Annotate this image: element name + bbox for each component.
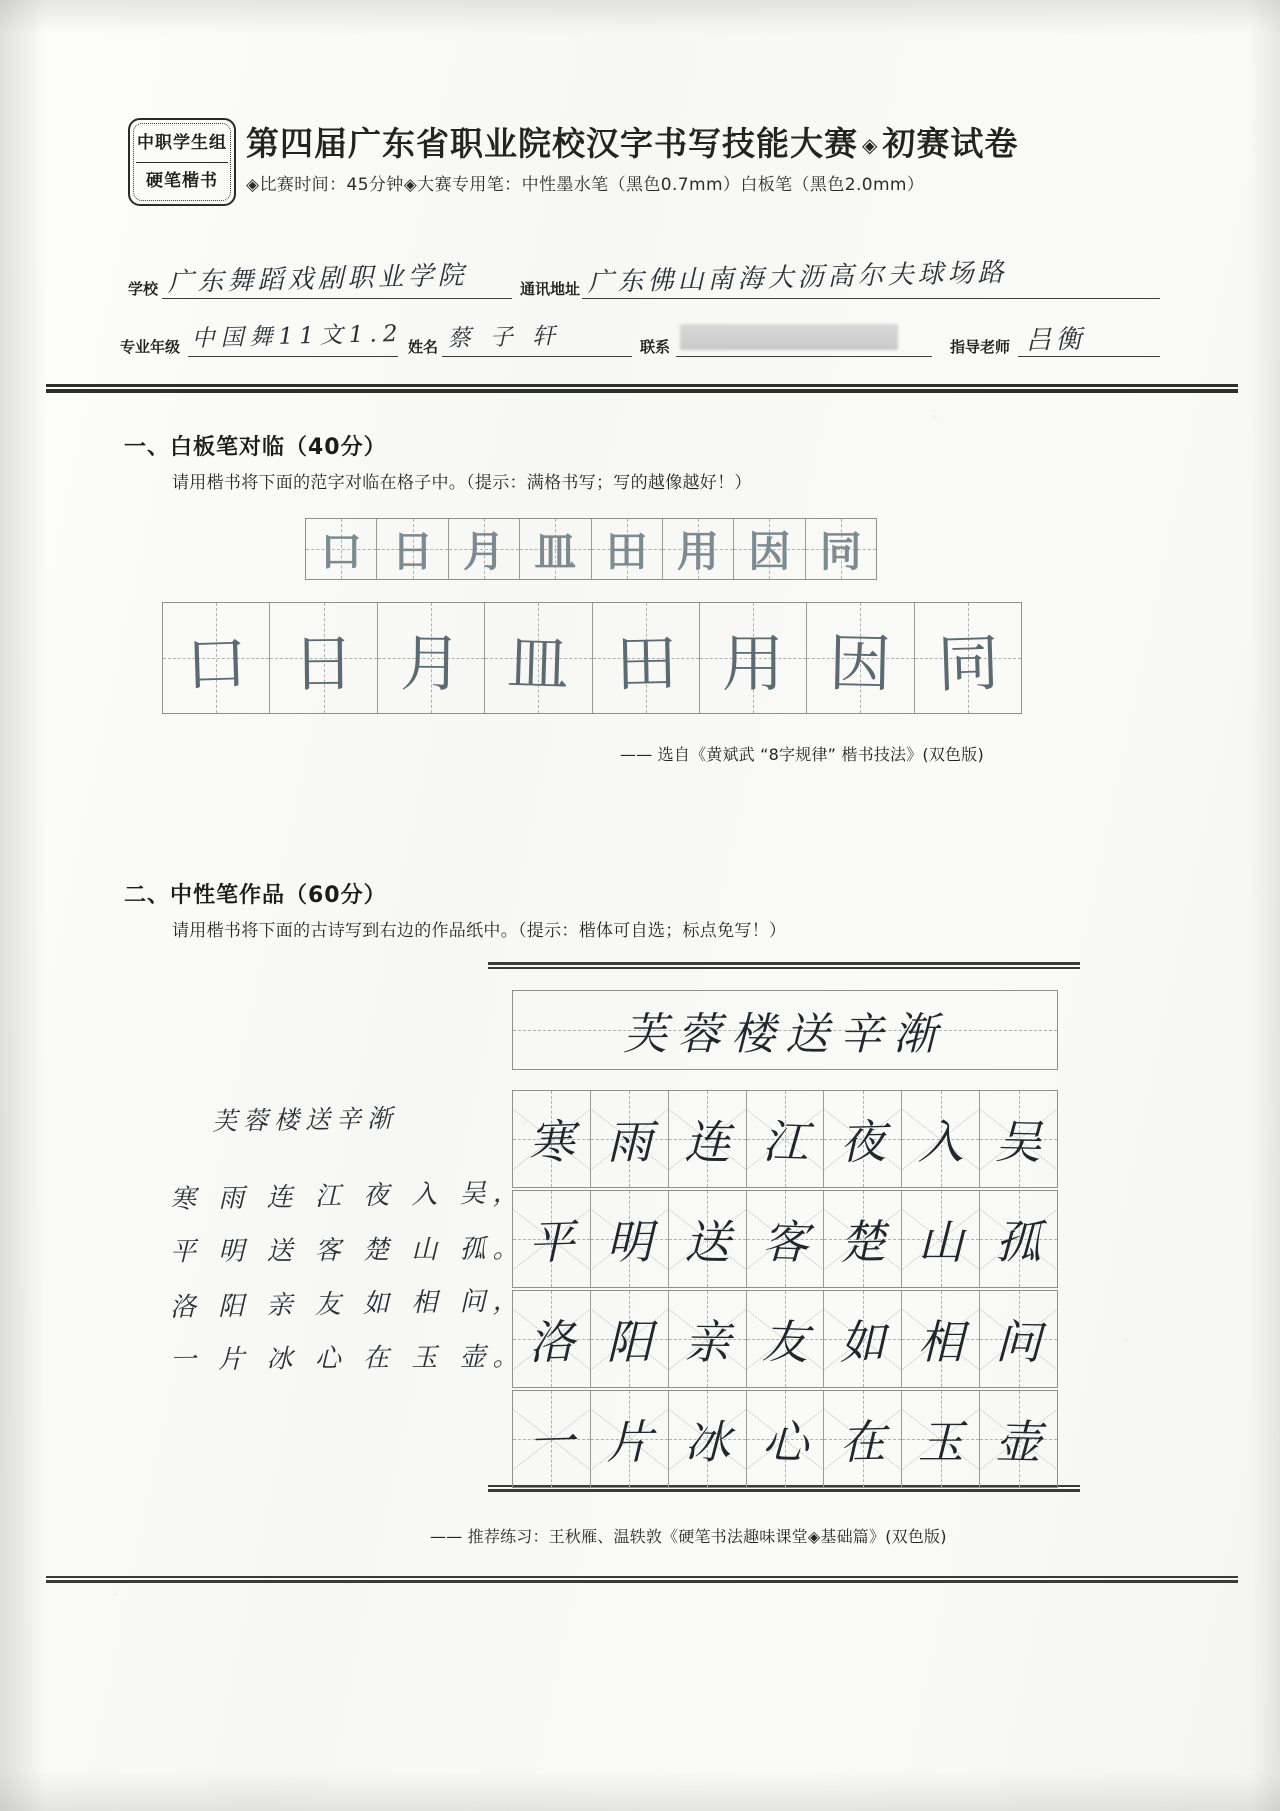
model-grid-cell [806, 519, 876, 579]
section-2-instruction: 请用楷书将下面的古诗写到右边的作品纸中。（提示：楷体可自选；标点免写！） [172, 921, 787, 941]
scan-top-shadow [0, 0, 1280, 34]
work-grid-cell[interactable] [980, 1291, 1057, 1387]
work-grid-cell[interactable] [747, 1291, 825, 1387]
model-grid-cell [734, 519, 805, 579]
cell-character: 口 [320, 527, 363, 576]
footer-rule-1 [46, 1576, 1238, 1578]
work-grid-cell[interactable] [980, 1091, 1057, 1187]
poem-reference-block [169, 1100, 526, 1386]
cell-character: 在 [839, 1414, 887, 1470]
cell-character: 夜 [839, 1114, 887, 1170]
student-grid-cell[interactable] [593, 603, 700, 713]
cell-character: 孤 [994, 1214, 1043, 1270]
model-grid-cell [520, 519, 591, 579]
work-frame-top-rule-2 [488, 967, 1080, 969]
work-grid-cell[interactable] [669, 1091, 747, 1187]
cell-character: 玉 [917, 1415, 964, 1469]
poem-line: 寒 雨 连 江 夜 入 吴， [169, 1178, 526, 1215]
student-grid-cell[interactable] [485, 603, 592, 713]
work-grid-cell[interactable] [824, 1391, 902, 1487]
section-1-attribution: —— 选自《黄斌武 “8字规律” 楷书技法》(双色版) [620, 745, 984, 764]
cell-character: 明 [606, 1214, 653, 1270]
work-grid-cell[interactable] [669, 1291, 747, 1387]
cell-character: 同 [935, 625, 1001, 701]
cell-character: 用 [722, 626, 785, 700]
candidate-info-form [120, 258, 1160, 368]
paper-header [120, 112, 1160, 222]
cell-character: 一 [527, 1414, 576, 1470]
title-diamond-icon: ◈ [862, 133, 879, 157]
cell-character: 相 [917, 1315, 964, 1369]
section-1-instruction: 请用楷书将下面的范字对临在格子中。（提示：满格书写；写的越像越好！） [172, 473, 752, 493]
major-field-line [188, 356, 398, 357]
student-grid-cell[interactable] [700, 603, 807, 713]
cell-character: 友 [761, 1314, 809, 1370]
student-grid-cell[interactable] [163, 603, 270, 713]
cell-character: 冰 [683, 1414, 731, 1470]
cell-character: 吴 [994, 1114, 1043, 1170]
work-grid-cell[interactable] [669, 1191, 747, 1287]
work-grid-row-4[interactable] [512, 1390, 1058, 1488]
student-grid-cell[interactable] [807, 603, 914, 713]
cell-character: 因 [748, 527, 791, 576]
cell-character: 片 [606, 1414, 653, 1470]
work-grid-cell[interactable] [669, 1391, 747, 1487]
cell-character: 同 [819, 527, 862, 576]
work-grid-cell[interactable] [513, 1291, 591, 1387]
cell-character: 月 [462, 527, 505, 576]
cell-character: 月 [399, 626, 463, 700]
header-divider [46, 384, 1238, 393]
work-grid-cell[interactable] [591, 1391, 669, 1487]
cell-character: 皿 [506, 625, 571, 701]
work-grid-cell[interactable] [513, 1091, 591, 1187]
address-field-line [582, 298, 1160, 299]
cell-character: 口 [184, 625, 249, 701]
exam-subtitle: ◈比赛时间：45分钟◈大赛专用笔：中性墨水笔（黑色0.7mm）白板笔（黑色2.0mm） [246, 175, 925, 195]
section-1-heading: 一、白板笔对临（40分） [124, 435, 387, 460]
student-grid-cell[interactable] [915, 603, 1021, 713]
badge-line-2: 硬笔楷书 [146, 171, 218, 191]
address-value[interactable]: 广东佛山南海大沥高尔夫球场路 [587, 257, 1008, 299]
work-frame-top-rule-1 [488, 962, 1080, 965]
major-value[interactable]: 中国舞11文1.2 [191, 320, 404, 353]
cell-character: 皿 [534, 527, 577, 576]
cell-character: 问 [994, 1314, 1043, 1370]
student-grid-cell[interactable] [378, 603, 485, 713]
poem-body [169, 1170, 526, 1386]
page-title [246, 118, 1156, 165]
work-grid-cell[interactable] [747, 1191, 825, 1287]
cell-character: 心 [761, 1414, 809, 1470]
poem-title: 芙蓉楼送辛渐 [211, 1103, 399, 1136]
work-grid-row-3[interactable] [512, 1290, 1058, 1388]
model-grid-cell [306, 519, 377, 579]
cell-character: 田 [614, 625, 678, 701]
cell-character: 用 [677, 527, 720, 576]
work-grid-row-2[interactable] [512, 1190, 1058, 1288]
major-label: 专业年级 [120, 338, 181, 356]
work-grid-cell[interactable] [591, 1291, 669, 1387]
work-grid-cell[interactable] [747, 1091, 825, 1187]
cell-character: 亲 [683, 1314, 731, 1370]
work-grid-cell[interactable] [902, 1391, 980, 1487]
form-row-school [120, 258, 1160, 302]
section-2-attribution: —— 推荐练习：王秋雁、温轶敦《硬笔书法趣味课堂◈基础篇》(双色版) [430, 1527, 947, 1546]
work-title-grid-cell[interactable] [513, 991, 1057, 1069]
model-grid-cell [592, 519, 663, 579]
contact-redaction [680, 324, 898, 350]
cell-character: 壶 [994, 1414, 1043, 1470]
work-title-cell[interactable] [512, 990, 1058, 1070]
work-grid-cell[interactable] [747, 1391, 825, 1487]
teacher-label: 指导老师 [950, 338, 1011, 356]
cell-character: 日 [391, 527, 434, 576]
cell-character: 山 [917, 1215, 964, 1269]
work-grid-cell[interactable] [591, 1191, 669, 1287]
work-title-text: 芙蓉楼送辛渐 [623, 1009, 947, 1060]
teacher-value[interactable]: 吕衡 [1025, 324, 1086, 357]
cell-character: 田 [605, 527, 648, 576]
work-grid-cell[interactable] [591, 1091, 669, 1187]
title-tail-text: 初赛试卷 [882, 124, 1019, 163]
work-grid-cell[interactable] [902, 1291, 980, 1387]
work-frame-bottom-rule-2 [488, 1489, 1080, 1492]
poem-line: 一 片 冰 心 在 玉 壶。 [169, 1342, 526, 1376]
model-grid-cell [663, 519, 734, 579]
poem-line: 平 明 送 客 楚 山 孤。 [169, 1234, 526, 1268]
poem-line: 洛 阳 亲 友 如 相 问， [169, 1286, 526, 1323]
contact-field-line [676, 356, 932, 357]
cell-character: 平 [527, 1214, 576, 1270]
model-grid-cell [377, 519, 448, 579]
scan-bottom-shadow [0, 1771, 1280, 1811]
form-row-personal [120, 316, 1160, 360]
school-label: 学校 [128, 280, 159, 298]
school-field-line [162, 298, 512, 299]
model-character-grid [305, 518, 877, 580]
student-grid-cell[interactable] [270, 603, 377, 713]
name-field-line [442, 356, 632, 357]
work-grid-cell[interactable] [980, 1391, 1057, 1487]
name-value[interactable]: 蔡 子 轩 [447, 323, 562, 353]
footer-divider [46, 1576, 1238, 1583]
cell-character: 客 [761, 1214, 809, 1270]
work-grid-row-1[interactable] [512, 1090, 1058, 1188]
divider-rule-2 [46, 389, 1238, 393]
cell-character: 寒 [527, 1114, 576, 1170]
cell-character: 如 [839, 1314, 887, 1370]
cell-character: 入 [917, 1115, 964, 1169]
name-label: 姓名 [408, 338, 439, 356]
work-grid-cell[interactable] [824, 1191, 902, 1287]
badge-line-1: 中职学生组 [137, 133, 227, 153]
cell-character: 雨 [606, 1114, 653, 1170]
work-grid-cell[interactable] [902, 1191, 980, 1287]
school-value[interactable]: 广东舞蹈戏剧职业学院 [167, 260, 468, 299]
work-grid-cell[interactable] [824, 1291, 902, 1387]
cell-character: 楚 [839, 1214, 887, 1270]
cell-character: 江 [761, 1114, 809, 1170]
divider-rule-1 [46, 384, 1238, 387]
address-label: 通讯地址 [520, 280, 581, 298]
section-2-heading: 二、中性笔作品（60分） [124, 883, 387, 908]
work-grid-cell[interactable] [902, 1091, 980, 1187]
student-practice-grid[interactable] [162, 602, 1022, 714]
cell-character: 洛 [527, 1314, 576, 1370]
title-main-text: 第四届广东省职业院校汉字书写技能大赛 [246, 124, 858, 163]
contact-label: 联系 [640, 338, 671, 356]
cell-character: 日 [292, 626, 355, 700]
work-grid-cell[interactable] [513, 1191, 591, 1287]
group-badge [128, 118, 236, 206]
cell-character: 阳 [606, 1314, 653, 1370]
work-grid-cell[interactable] [980, 1191, 1057, 1287]
cell-character: 连 [683, 1114, 731, 1170]
footer-rule-2 [46, 1580, 1238, 1583]
model-grid-cell [449, 519, 520, 579]
work-grid-cell[interactable] [824, 1091, 902, 1187]
cell-character: 因 [828, 625, 893, 701]
cell-character: 送 [683, 1214, 731, 1270]
work-grid-cell[interactable] [513, 1391, 591, 1487]
